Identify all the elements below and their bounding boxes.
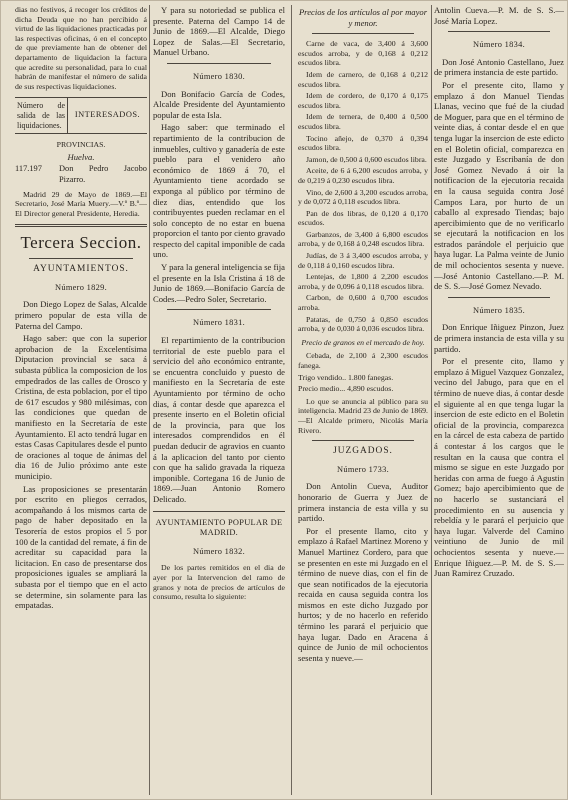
notice-paragraph: Y para la general inteligencia se fija el presente en la Isla Cristina á 18 de Junio de 1869.—Bonifacio García de Codes.—Pedro Soler, Secretario. [153, 262, 285, 304]
notice-paragraph: Lo que se anuncia al público para su inteligencia. Madrid 23 de Junio de 1869.—El Alcalde primero, Nicolás María Rivero. [298, 396, 428, 435]
huelva-heading: Huelva. [67, 151, 95, 162]
juzgados-heading: JUZGADOS. [333, 446, 393, 457]
column-4 [434, 5, 564, 795]
divider [448, 297, 550, 298]
notice-paragraph: Don José Antonio Castellano, Juez de primera instancia de este partido. [434, 56, 564, 78]
divider [312, 33, 414, 34]
granos-heading: Precio de granos en el mercado de hoy. [301, 337, 425, 347]
price-list [298, 39, 428, 334]
list-item: Carne de vaca, de 3,400 á 3,600 escudos arroba, y de 0,168 á 0,212 escudos libra. [298, 39, 428, 68]
notice-paragraph: Por el presente llamo, cito y emplazo á Rafael Martinez Moreno y Manuel Martinez Cordero, para que se presenten en este mi Juzgado en el término de nueve dias, con el fin de que sean notificados de la ejecutoria recaida en causa seguida contra los mismos en este dicho Juzgado por hurtos; y de no hacerlo en referido término les parará el perjuicio que haya lugar. Dado en Aracena á quince de Junio de mil ochocientos sesenta y nueve.— [298, 525, 428, 663]
divider [312, 440, 414, 441]
table-row [15, 164, 147, 185]
notice-paragraph: Don Diego Lopez de Salas, Alcalde primero popular de esta villa de Paterna del Campo. [15, 299, 147, 331]
list-item: Idem de cordero, de 0,170 á 0,175 escudos libra. [298, 91, 428, 110]
column-3 [298, 5, 428, 795]
ayuntamiento-madrid-heading: AYUNTAMIENTO POPULAR DE MADRID. [155, 517, 283, 538]
notice-paragraph: Antolin Cueva.—P. M. de S. S.—José María Lopez. [434, 5, 564, 26]
list-item: Patatas, de 0,750 á 0,850 escudos arroba, y de 0,030 á 0,036 escudos libra. [298, 314, 428, 334]
liquidaciones-table [15, 97, 147, 134]
notice-paragraph: Por el presente cito, llamo y emplazo á Miguel Vazquez Gonzalez, vecino del Jabugo, para que en el término de nueve dias, á contar desde el siguiente al en que tenga lugar la insercion de este edicto en el Boletin oficial de la provincia, comparezca en la cárcel de esta cabeza de partido á contestar á los cargos que le resultan en la causa que contra el mismo se sigue en este Juzgado por heridas con arma de fuego á Agustin Gomez; bajo apercibimiento que de no hacerlo se sustanciará el procedimiento en su ausencia y rebeldía y le parará el perjuicio que haya lugar. Valverde del Camino veintiuno de Junio de mil ochocientos sesenta y nueve.—Enrique Iñiguez.—P. M. de S. S.—Juan Ramirez Cruzado. [434, 356, 564, 579]
table-header-right: INTERESADOS. [74, 110, 141, 120]
table-header-left: Número de salida de las liquidaciones. [15, 98, 68, 133]
column-rule [149, 5, 150, 795]
list-item: Precio medio... 4,890 escudos. [298, 384, 394, 394]
column-1 [15, 5, 147, 795]
provincias-heading: PROVINCIAS. [56, 140, 106, 150]
divider [167, 63, 271, 64]
entry-number: 117.197 [15, 164, 42, 174]
list-item: Jamon, de 0,500 á 0,600 escudos libra. [306, 154, 427, 164]
notice-number: Número 1830. [193, 71, 245, 81]
notice-number: Número 1832. [193, 546, 245, 556]
notice-number: Número 1829. [55, 282, 107, 292]
list-item: Idem de ternera, de 0,400 á 0,500 escudos libra. [298, 112, 428, 131]
list-item: Pan de dos libras, de 0,120 á 0,170 escudos. [298, 208, 428, 228]
ayuntamientos-heading: AYUNTAMIENTOS. [33, 264, 129, 275]
notice-paragraph: Don Antolin Cueva, Auditor honorario de Guerra y Juez de primera instancia de esta villa y su partido. [298, 481, 428, 524]
notice-paragraph: Hago saber: que con la superior aprobacion de la Excelentísima Diputacion provincial se saca á subasta pública la composicion de los empedrados de las calles de Orosco y Cristina, de esta poblacion, por el tipo de 617 escudos y 980 milésimas, con las condiciones que quedan de manifiesto en la Secretaría de este Ayuntamiento. El acto tendrá lugar en estas Casas Capitulares desde el punto de oraciones al toque de ánimas del dia 16 de Julio próximo ante este municipio. [15, 333, 147, 481]
list-item: Lentejas, de 1,800 á 2,200 escudos arroba, y de 0,096 á 0,118 escudos libra. [298, 272, 428, 291]
notice-paragraph: Don Bonifacio García de Codes, Alcalde Presidente del Ayuntamiento popular de esta Isla. [153, 88, 285, 120]
notice-number: Número 1834. [473, 40, 525, 50]
divider [448, 31, 550, 32]
list-item: Trigo vendido.. 1.800 fanegas. [298, 372, 394, 382]
list-item: Carbon, de 0,600 á 0,700 escudos arroba. [298, 293, 428, 313]
notice-paragraph: De los partes remitidos en el dia de ayer por la Intervencion del ramo de granos y nota de precios de artículos de consumo, resulta lo siguiente: [153, 563, 285, 602]
notice-paragraph: Por el presente cito, llamo y emplazo á don Manuel Tiendas Llanas, vecino que fué de la ciudad de Moguer, para que en el término de veinte dias, á contar desde el en que tenga lugar la insercion de este edicto en el Boletin oficial, comparezca en este Juzgado y Escribanía de don José Gomez Nevado á oir la notificacion de la ejecutoria recaida en la causa seguida contra José Campos Lara, por hurto de un caballo al expresado Tiendas; bajo apercibimiento que de no verificarlo se ejecutará la notificacion en los estrados parándole el perjuicio que haya lugar. La Palma veinte de Junio de mil ochocientos sesenta y nueve.—José Antonio Castellano.—P. M. de S. S.—José Gomez Nevado. [434, 79, 564, 292]
notice-paragraph: Don Enrique Iñiguez Pinzon, Juez de primera instancia de esta villa y su partido. [434, 322, 564, 354]
divider [167, 309, 271, 310]
notice-number: Número 1831. [193, 318, 245, 328]
list-item: Tocino añejo, de 0,370 á 0,394 escudos libra. [298, 133, 428, 153]
madrid-note: Madrid 29 de Mayo de 1869.—El Secretario, José María Muery.—V.º B.º—El Director general Presidente, Heredia. [15, 189, 147, 218]
intro-paragraph: dias no festivos, á recoger los créditos de dicha Deuda que no han percibido á virtud de las liquidaciones practicadas por las respectivas oficinas, ó en el concepto de que previamente han de obtener del departamento de liquidacion la factura que acredite su personalidad, para lo cual habrán de manifestar el número de salida de sus respectivas liquidaciones. [15, 5, 147, 91]
notice-paragraph: Hago saber: que terminado el repartimiento de la contribucion de inmuebles, cultivo y ganadería de este pueblo para el venidero año económico de 1869 á 70, el Ayuntamiento tiene acordado se exponga al público por término de diez dias, entendido que los contribuyentes pueden reclamar en el solo concepto de no estar en buena proporcion el tanto por ciento gravado respecto del capital imponible de cada uno. [153, 122, 285, 260]
notice-number: Número 1835. [473, 305, 525, 315]
section-title: Tercera Seccion. [20, 233, 142, 253]
column-2 [153, 5, 285, 795]
list-item: Aceite, de 6 á 6,200 escudos arroba, y de 0,219 á 0,230 escudos libra. [298, 166, 428, 185]
list-item: Cebada, de 2,100 á 2,300 escudos fanega. [298, 351, 428, 370]
column-rule [431, 5, 432, 795]
list-item: Idem de carnero, de 0,168 á 0,212 escudos libra. [298, 69, 428, 89]
notice-paragraph: Y para su notoriedad se publica el presente. Paterna del Campo 14 de Junio de 1869.—El Alcalde, Diego Lopez de Salas.—El Secretario, Manuel Urbano. [153, 5, 285, 58]
notice-paragraph: El repartimiento de la contribucion territorial de este pueblo para el servicio del año económico entrante, se encuentra concluido y puesto de manifiesto en la Secretaría de este Ayuntamiento por término de ocho dias, á contar desde que aparezca el presente inserto en el Boletin oficial de la provincia, para que los interesados comprendidos en él puedan deducir de agravios en cuanto á la aplicacion del tanto por ciento con que ha salido gravada la riqueza imponible. Cortegana 16 de Junio de 1869.—Juan Antonio Romero Delicado. [153, 335, 285, 504]
notice-paragraph: Las proposiciones se presentarán por escrito en pliegos cerrados, acompañando á los mismos carta de pago de haber depositado en la Tesorería de estos propios el 5 por 100 de la cantidad del remate, á fin de acreditar su capacidad para la licitacion. En caso de presentarse dos proposiciones iguales se ampliará la subasta por el tiempo que en el acto se determine, sin solamente para las empatadas. [15, 483, 147, 611]
precios-heading: Precios de los artículos al por mayor y menor. [298, 7, 428, 28]
entry-name: Don Pedro Jacobo Pizarro. [59, 164, 147, 184]
list-item: Garbanzos, de 3,400 á 6,800 escudos arroba, y de 0,168 á 0,248 escudos libra. [298, 229, 428, 249]
list-item: Judías, de 3 á 3,400 escudos arroba, y de 0,118 á 0,160 escudos libra. [298, 251, 428, 270]
list-item: Vino, de 2,600 á 3,200 escudos arroba, y de 0,072 á 0,118 escudos libra. [298, 187, 428, 207]
section-divider [15, 224, 147, 227]
divider [153, 511, 285, 512]
notice-number: Número 1733. [337, 464, 389, 474]
divider [29, 258, 133, 259]
column-rule [291, 5, 292, 795]
